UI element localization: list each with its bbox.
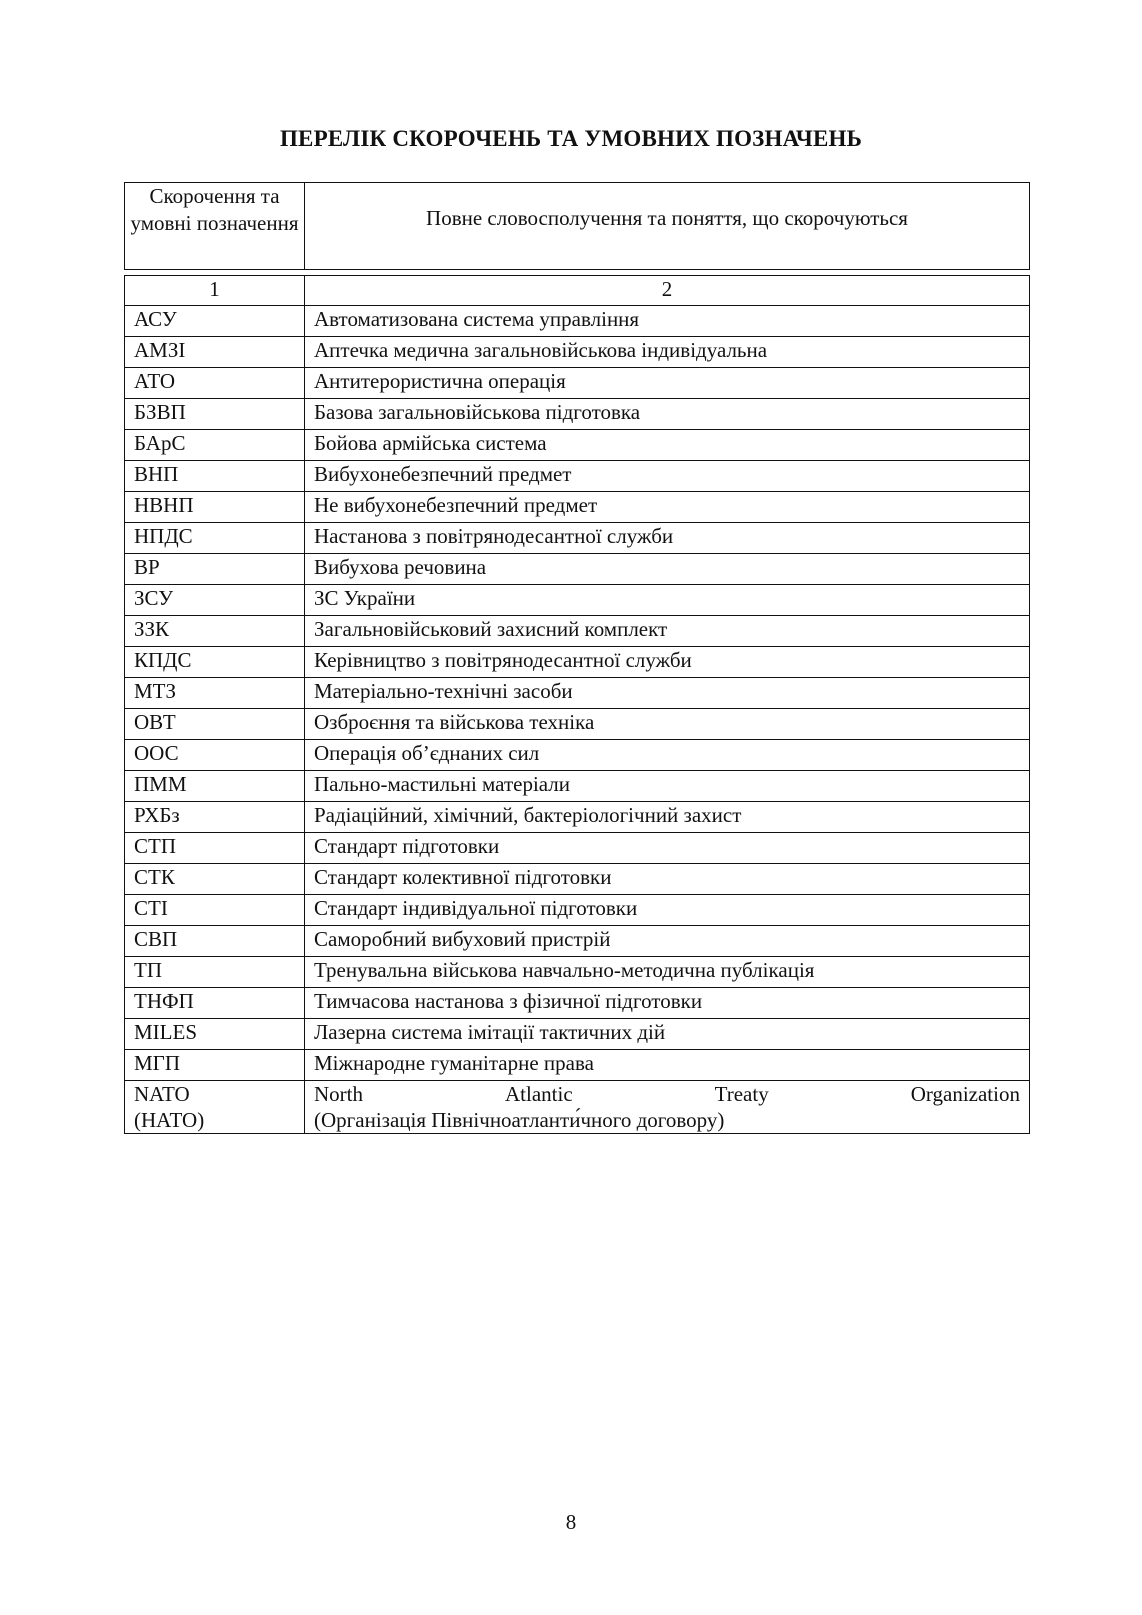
abbreviation-cell: ТП <box>125 957 305 988</box>
abbreviation-cell: ООС <box>125 740 305 771</box>
abbreviation-cell: ВНП <box>125 461 305 492</box>
abbreviation-cell: АТО <box>125 368 305 399</box>
abbreviation-cell: АМЗІ <box>125 337 305 368</box>
table-row <box>125 709 1030 740</box>
abbreviation-cell: КПДС <box>125 647 305 678</box>
abbreviations-header-table <box>124 182 1030 270</box>
full-term-cell: Вибухонебезпечний предмет <box>305 461 1030 492</box>
table-row <box>125 647 1030 678</box>
table-row <box>125 678 1030 709</box>
full-term-word: Organization <box>910 1082 1020 1106</box>
abbreviation-cell: СТК <box>125 864 305 895</box>
table-row <box>125 399 1030 430</box>
full-term-cell: Не вибухонебезпечний предмет <box>305 492 1030 523</box>
table-row <box>125 957 1030 988</box>
table-row <box>125 461 1030 492</box>
table-row <box>125 554 1030 585</box>
table-row <box>125 585 1030 616</box>
table-row <box>125 864 1030 895</box>
abbreviation-cell: АСУ <box>125 306 305 337</box>
page-number: 8 <box>565 1510 577 1534</box>
table-row <box>125 895 1030 926</box>
full-term-cell: Аптечка медична загальновійськова індивідуальна <box>305 337 1030 368</box>
abbreviation-cell: ЗЗК <box>125 616 305 647</box>
table-row <box>125 1019 1030 1050</box>
abbreviation-cell: ОВТ <box>125 709 305 740</box>
table-row <box>125 988 1030 1019</box>
abbreviations-table <box>124 275 1030 1134</box>
abbreviation-cell <box>125 1081 305 1134</box>
table-row-nato <box>125 1081 1030 1134</box>
full-term-line <box>314 1081 1020 1107</box>
full-term-cell: Базова загальновійськова підготовка <box>305 399 1030 430</box>
page-title: ПЕРЕЛІК СКОРОЧЕНЬ ТА УМОВНИХ ПОЗНАЧЕНЬ <box>279 126 863 151</box>
abbreviation-cell: БЗВП <box>125 399 305 430</box>
full-term-cell: Радіаційний, хімічний, бактеріологічний захист <box>305 802 1030 833</box>
table-row <box>125 523 1030 554</box>
full-term-cell: Операція об’єднаних сил <box>305 740 1030 771</box>
full-term-cell: Тимчасова настанова з фізичної підготовки <box>305 988 1030 1019</box>
abbreviation-cell: СТП <box>125 833 305 864</box>
full-term-cell: Вибухова речовина <box>305 554 1030 585</box>
abbreviation-cell: MILES <box>125 1019 305 1050</box>
full-term-cell: Саморобний вибуховий пристрій <box>305 926 1030 957</box>
abbreviation-cell: НПДС <box>125 523 305 554</box>
full-term-cell: Матеріально-технічні засоби <box>305 678 1030 709</box>
table-row <box>125 337 1030 368</box>
table-row <box>125 1050 1030 1081</box>
column-header-abbreviation: Скорочення та умовні позначення <box>125 183 305 270</box>
full-term-word: Atlantic <box>505 1082 573 1106</box>
abbreviation-line: (НАТО) <box>134 1108 205 1132</box>
full-term-line: (Організація Північноатланти́чного договору) <box>314 1108 725 1132</box>
table-row <box>125 833 1030 864</box>
full-term-cell: Стандарт індивідуальної підготовки <box>305 895 1030 926</box>
table-row <box>125 802 1030 833</box>
full-term-cell: Загальновійськовий захисний комплект <box>305 616 1030 647</box>
full-term-cell: ЗС України <box>305 585 1030 616</box>
abbreviation-cell: МГП <box>125 1050 305 1081</box>
abbreviation-line: NATO <box>134 1082 190 1106</box>
table-row <box>125 430 1030 461</box>
full-term-cell: Бойова армійська система <box>305 430 1030 461</box>
full-term-cell: Пально-мастильні матеріали <box>305 771 1030 802</box>
abbreviation-cell: ПММ <box>125 771 305 802</box>
abbreviation-cell: ЗСУ <box>125 585 305 616</box>
table-row <box>125 306 1030 337</box>
abbreviation-cell: ВР <box>125 554 305 585</box>
abbreviation-cell: НВНП <box>125 492 305 523</box>
abbreviation-cell: СВП <box>125 926 305 957</box>
abbreviation-cell: СТІ <box>125 895 305 926</box>
full-term-cell: Керівництво з повітрянодесантної служби <box>305 647 1030 678</box>
full-term-word: North <box>314 1082 363 1106</box>
full-term-cell: Антитерористична операція <box>305 368 1030 399</box>
column-header-full-term: Повне словосполучення та поняття, що скорочуються <box>305 183 1030 270</box>
table-row <box>125 740 1030 771</box>
table-row <box>125 368 1030 399</box>
table-row <box>125 616 1030 647</box>
full-term-cell: Міжнародне гуманітарне права <box>305 1050 1030 1081</box>
column-number-1: 1 <box>125 276 305 306</box>
full-term-cell: Озброєння та військова техніка <box>305 709 1030 740</box>
full-term-cell: Лазерна система імітації тактичних дій <box>305 1019 1030 1050</box>
abbreviation-cell: МТЗ <box>125 678 305 709</box>
full-term-cell: Тренувальна військова навчально-методична публікація <box>305 957 1030 988</box>
column-number-row <box>125 276 1030 306</box>
table-row <box>125 771 1030 802</box>
abbreviation-cell: РХБз <box>125 802 305 833</box>
full-term-cell: Стандарт колективної підготовки <box>305 864 1030 895</box>
table-row <box>125 492 1030 523</box>
full-term-cell: Настанова з повітрянодесантної служби <box>305 523 1030 554</box>
full-term-cell: Автоматизована система управління <box>305 306 1030 337</box>
full-term-word: Treaty <box>714 1082 769 1106</box>
full-term-cell: Стандарт підготовки <box>305 833 1030 864</box>
abbreviation-cell: БАрС <box>125 430 305 461</box>
table-row <box>125 926 1030 957</box>
abbreviation-cell: ТНФП <box>125 988 305 1019</box>
column-number-2: 2 <box>305 276 1030 306</box>
full-term-cell <box>305 1081 1030 1134</box>
